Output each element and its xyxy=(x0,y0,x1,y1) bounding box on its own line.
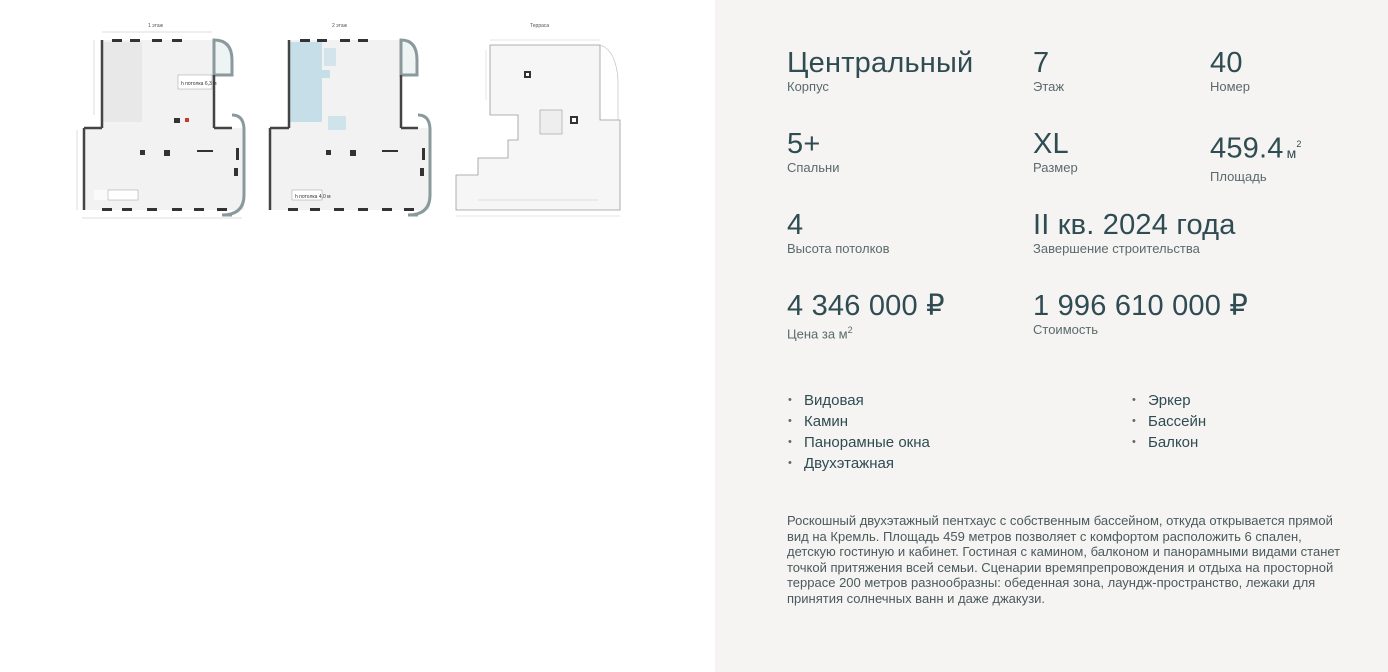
stat-bedrooms xyxy=(787,128,839,176)
stat-total xyxy=(1033,290,1248,338)
floor-value: 7 xyxy=(1033,47,1050,79)
price-per-m-value: 4 346 000 ₽ xyxy=(787,290,945,322)
price-per-m-label-row xyxy=(787,322,945,342)
bedrooms-value: 5+ xyxy=(787,128,821,160)
feature-item: • Эркер xyxy=(1131,390,1206,411)
floor-plan-1-drawing xyxy=(72,20,252,225)
completion-value: II кв. 2024 года xyxy=(1033,209,1236,241)
size-label: Размер xyxy=(1033,160,1078,175)
floor-plan-terrace[interactable] xyxy=(448,20,633,225)
floor-plan-terrace-drawing xyxy=(448,20,633,225)
feature-item: • Двухэтажная xyxy=(787,453,930,474)
feature-item: • Камин xyxy=(787,411,930,432)
floor-plan-2-drawing xyxy=(262,20,442,225)
ceiling-label: Высота потолков xyxy=(787,241,890,256)
building-value: Центральный xyxy=(787,47,974,79)
ceiling-label-1: h потолка 6,3 м xyxy=(181,81,217,87)
stat-ceiling xyxy=(787,209,890,257)
feature-item: • Бассейн xyxy=(1131,411,1206,432)
feature-item: • Балкон xyxy=(1131,432,1206,453)
bedrooms-label: Спальни xyxy=(787,160,840,175)
area-label: Площадь xyxy=(1210,168,1267,184)
floor-label: Этаж xyxy=(1033,79,1065,94)
ceiling-value: 4 xyxy=(787,209,804,241)
area-unit: м xyxy=(1286,144,1297,161)
size-value: XL xyxy=(1033,128,1069,160)
floor-plan-1[interactable] xyxy=(72,20,252,225)
price-per-m-label-sup: 2 xyxy=(847,325,853,335)
features-list-right xyxy=(1131,390,1206,453)
area-value-row xyxy=(1210,128,1302,169)
feature-item: • Панорамные окна xyxy=(787,432,930,453)
floor-plan-title: 1 этаж xyxy=(148,23,163,29)
apartment-description: Роскошный двухэтажный пентхаус с собственным бассейном, откуда открывается прямой вид на Кремль. Площадь 459 метров позволяет с комфортом расположить 6 спален, детскую гостиную и кабинет. Гостиная с камином, балконом и панорамными видами станет точкой притяжения всей семьи. Сценарии времяпрепровождения и отдыха на просторной террасе 200 метров разнообразны: обеденная зона, лаундж-пространство, лежаки для принятия солнечных ванн и даже джакузи. xyxy=(787,513,1341,606)
feature-item: • Видовая xyxy=(787,390,930,411)
total-value: 1 996 610 000 ₽ xyxy=(1033,290,1248,322)
number-label: Номер xyxy=(1210,79,1251,94)
completion-label: Завершение строительства xyxy=(1033,241,1200,256)
number-value: 40 xyxy=(1210,47,1243,79)
total-label: Стоимость xyxy=(1033,322,1099,337)
features-list-left xyxy=(787,390,930,474)
floor-plan-2[interactable] xyxy=(262,20,442,225)
floor-plan-title: Терраса xyxy=(530,23,550,29)
stat-price-per-m xyxy=(787,290,945,342)
area-value: 459.4 xyxy=(1210,132,1284,165)
floor-plan-title: 2 этаж xyxy=(332,23,347,29)
ceiling-label-2: h потолка 4,0 м xyxy=(295,194,331,200)
area-unit-sup: 2 xyxy=(1296,139,1302,149)
stat-size xyxy=(1033,128,1078,176)
stat-floor xyxy=(1033,47,1064,95)
building-label: Корпус xyxy=(787,79,829,94)
stat-completion xyxy=(1033,209,1236,257)
stat-area xyxy=(1210,128,1302,185)
stat-building xyxy=(787,47,973,95)
stat-number xyxy=(1210,47,1250,95)
price-per-m-label: Цена за м xyxy=(787,326,848,342)
